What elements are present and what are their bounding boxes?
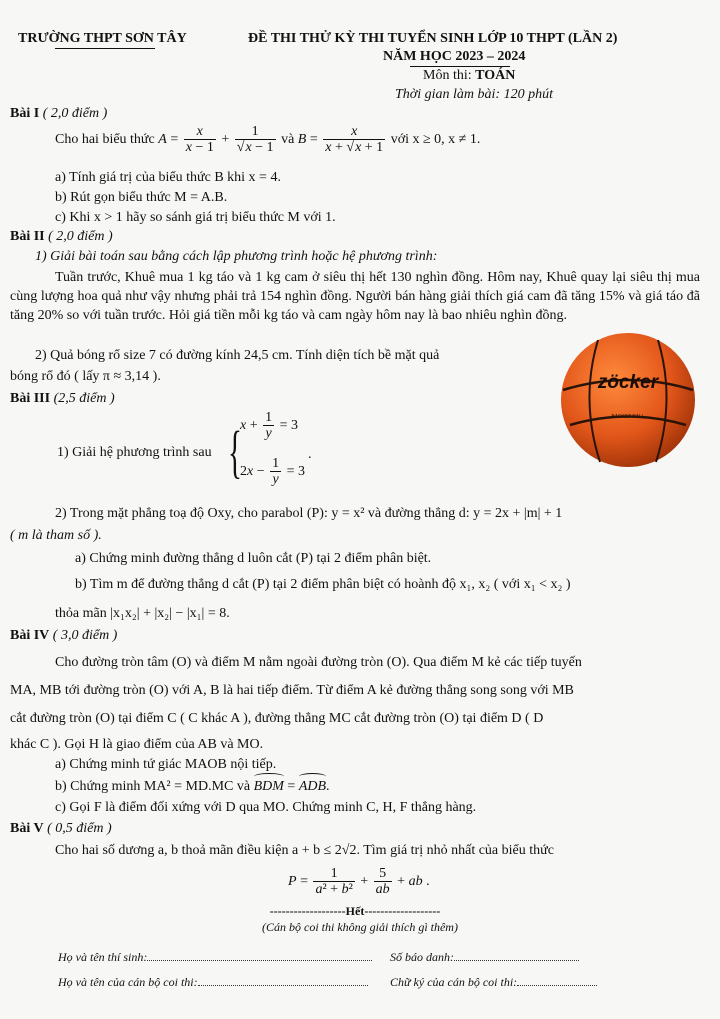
bai5-expression: P = $\frac{1}{\text{a² + b²}}$ + $\frac{5}{ab}$ + ab .	[288, 866, 430, 898]
bai1-part-b: b) Rút gọn biểu thức M = A.B.	[55, 190, 228, 205]
proctor-name-line	[58, 975, 368, 990]
bai5-title: Bài V	[10, 821, 44, 836]
bai2-p2-line1: 2) Quả bóng rổ size 7 có đường kính 24,5 cm. Tính diện tích bề mặt quả	[35, 348, 440, 363]
proctor-name-blank	[198, 975, 368, 986]
bai5-text: Cho hai số dương a, b thoả mãn điều kiện a + b ≤ 2√2. Tìm giá trị nhỏ nhất của biểu thức	[55, 843, 554, 858]
bai2-p2-line2: bóng rổ đó ( lấy π ≈ 3,14 ).	[10, 369, 161, 384]
bai5-heading	[10, 820, 112, 838]
bai3-heading	[10, 390, 115, 408]
angle-bdm: BDM	[253, 779, 284, 794]
school-year: NĂM HỌC 2023 – 2024	[383, 49, 526, 64]
equation-system: { x + $\frac{1}{y}$ = 3 2x − $\frac{1}{y}$ = 3 .	[228, 410, 312, 488]
sbd-label: Số báo danh:	[390, 950, 454, 964]
proctor-sign-blank	[517, 975, 597, 986]
ball-small-text: BASKET BALL	[611, 414, 645, 420]
bai3-param: ( m là tham số ).	[10, 528, 102, 543]
bai3-p1: 1) Giải hệ phương trình sau	[57, 445, 212, 460]
bai3-part-b: b) Tìm m để đường thẳng d cắt (P) tại 2 điểm phân biệt có hoành độ x₁, x₂ ( với x₁ < x₂ )	[75, 577, 571, 592]
bai4-period: .	[326, 779, 330, 794]
bai1-intro: Cho hai biểu thức	[55, 132, 155, 148]
bai1-condition: với x ≥ 0, x ≠ 1.	[390, 132, 481, 148]
bai3-part-a: a) Chứng minh đường thẳng d luôn cắt (P) tại 2 điểm phân biệt.	[75, 551, 432, 566]
bai2-heading	[10, 228, 113, 246]
bai4-eq: =	[287, 779, 296, 794]
bai4-line1: Cho đường tròn tâm (O) và điểm M nằm ngoài đường tròn (O). Qua điểm M kẻ các tiếp tuyến	[55, 655, 582, 670]
exam-title: ĐỀ THI THỬ KỲ THI TUYỂN SINH LỚP 10 THPT (LẦN 2)	[248, 31, 618, 46]
bai4-line4: khác C ). Gọi H là giao điểm của AB và MO.	[10, 737, 264, 752]
candidate-name-label: Họ và tên thí sinh:	[58, 950, 148, 964]
basketball-image	[558, 330, 698, 470]
sbd-line	[390, 950, 579, 965]
bai1-heading	[10, 105, 107, 123]
sbd-blank	[454, 950, 579, 961]
bai2-p1-text: Tuần trước, Khuê mua 1 kg táo và 1 kg cam ở siêu thị hết 130 nghìn đồng. Hôm nay, Khuê quay lại siêu thị mua cùng lượng hoa quả như vậy nhưng phải trả 154 nghìn đồng. Người bán hàng giải thích giá cam đã tăng 15% và giá táo đã tăng 20% so với tuần trước. Hỏi giá tiền mỗi kg táo và cam ngày hôm nay là bao nhiêu nghìn đồng.	[10, 270, 700, 323]
subject-label: Môn thi:	[423, 68, 472, 83]
proctor-note: (Cán bộ coi thi không giải thích gì thêm)	[262, 920, 458, 934]
bai1-points: ( 2,0 điểm )	[42, 106, 108, 121]
angle-adb: ADB	[298, 779, 327, 794]
bai4-heading	[10, 627, 117, 645]
bai3-part-b-cond: thỏa mãn |x₁x₂| + |x₂| − |x₁| = 8.	[55, 606, 230, 621]
proctor-name-label: Họ và tên của cán bộ coi thi:	[58, 975, 198, 989]
bai1-expressions: Cho hai biểu thức A = $\frac{x}{x - 1}$ + $\frac{1}{√x - 1}$ và B = $\frac{x}{x + √x + 1}$ với x ≥ 0, x ≠ 1.	[55, 124, 481, 156]
bai4-part-b-text: b) Chứng minh MA² = MD.MC và	[55, 779, 251, 794]
bai3-title: Bài III	[10, 391, 51, 406]
exam-time: Thời gian làm bài: 120 phút	[395, 87, 553, 102]
bai3-p2: 2) Trong mặt phẳng toạ độ Oxy, cho parabol (P): y = x² và đường thẳng d: y = 2x + |m| + 1	[55, 506, 563, 521]
bai4-part-a: a) Chứng minh tứ giác MAOB nội tiếp.	[55, 757, 277, 772]
bai1-part-a: a) Tính giá trị của biểu thức B khi x = 4.	[55, 170, 281, 185]
proctor-sign-line	[390, 975, 597, 990]
school-name: TRƯỜNG THPT SƠN TÂY	[18, 31, 187, 46]
bai2-title: Bài II	[10, 229, 45, 244]
proctor-sign-label: Chữ ký của cán bộ coi thi:	[390, 975, 518, 989]
bai4-line3: cắt đường tròn (O) tại điểm C ( C khác A ), đường thẳng MC cắt đường tròn (O) tại điểm D ( D	[10, 711, 544, 726]
ball-body	[561, 333, 695, 467]
bai1-part-c: c) Khi x > 1 hãy so sánh giá trị biểu thức M với 1.	[55, 210, 336, 225]
bai2-points: ( 2,0 điểm )	[48, 229, 113, 244]
subject-name: TOÁN	[475, 68, 516, 83]
candidate-name-blank	[147, 950, 372, 961]
subject-line	[423, 67, 515, 85]
bai5-points: ( 0,5 điểm )	[47, 821, 112, 836]
school-underline	[55, 48, 155, 49]
bai3-points: (2,5 điểm )	[53, 391, 115, 406]
bai4-points: ( 3,0 điểm )	[52, 628, 118, 643]
bai4-title: Bài IV	[10, 628, 50, 643]
bai1-title: Bài I	[10, 106, 40, 121]
bai4-part-c: c) Gọi F là điểm đối xứng với D qua MO. Chứng minh C, H, F thẳng hàng.	[55, 800, 477, 815]
bai4-line2: MA, MB tới đường tròn (O) với A, B là hai tiếp điểm. Từ điểm A kẻ đường thẳng song song với MB	[10, 683, 574, 698]
bai4-part-b	[55, 778, 330, 796]
ball-brand: zöcker	[597, 372, 659, 393]
bai2-p1-title: 1) Giải bài toán sau bằng cách lập phương trình hoặc hệ phương trình:	[35, 249, 438, 264]
end-marker: -------------------Hết-------------------	[269, 904, 441, 918]
candidate-name-line	[58, 950, 372, 965]
